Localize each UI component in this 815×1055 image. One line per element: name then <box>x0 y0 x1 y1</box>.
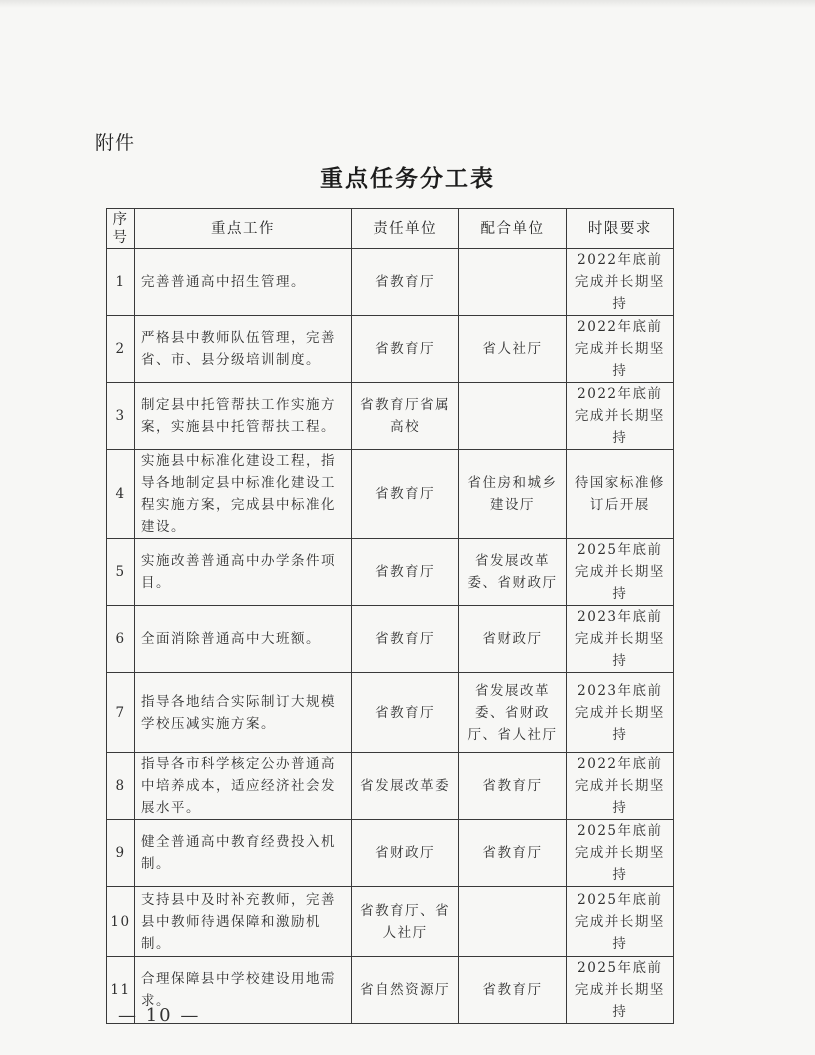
task-cell: 指导各市科学核定公办普通高中培养成本，适应经济社会发展水平。 <box>135 753 352 820</box>
deadline-cell: 2025年底前完成并长期坚持 <box>566 887 673 957</box>
table-row <box>107 383 674 450</box>
table-row <box>107 820 674 887</box>
row-number: 10 <box>107 887 135 957</box>
responsible-cell: 省教育厅 <box>352 606 459 673</box>
page-top-edge <box>0 0 815 8</box>
column-header-task: 重点工作 <box>135 209 352 249</box>
attachment-label: 附件 <box>95 132 136 154</box>
column-header-responsible: 责任单位 <box>352 209 459 249</box>
task-cell: 制定县中托管帮扶工作实施方案，实施县中托管帮扶工程。 <box>135 383 352 450</box>
table-row <box>107 753 674 820</box>
row-number: 3 <box>107 383 135 450</box>
responsible-cell: 省教育厅 <box>352 316 459 383</box>
deadline-cell: 待国家标准修订后开展 <box>566 450 673 539</box>
cooperating-cell: 省发展改革委、省财政厅 <box>459 539 566 606</box>
cooperating-cell: 省财政厅 <box>459 606 566 673</box>
cooperating-cell: 省教育厅 <box>459 957 566 1024</box>
task-cell: 健全普通高中教育经费投入机制。 <box>135 820 352 887</box>
task-cell: 全面消除普通高中大班额。 <box>135 606 352 673</box>
table-row <box>107 450 674 539</box>
responsible-cell: 省教育厅 <box>352 249 459 316</box>
deadline-cell: 2022年底前完成并长期坚持 <box>566 249 673 316</box>
column-header-no: 序号 <box>107 209 135 249</box>
deadline-cell: 2022年底前完成并长期坚持 <box>566 316 673 383</box>
row-number: 11 <box>107 957 135 1024</box>
task-cell: 完善普通高中招生管理。 <box>135 249 352 316</box>
row-number: 8 <box>107 753 135 820</box>
table-row <box>107 316 674 383</box>
column-header-cooperating: 配合单位 <box>459 209 566 249</box>
deadline-cell: 2023年底前完成并长期坚持 <box>566 606 673 673</box>
table-row <box>107 673 674 753</box>
deadline-cell: 2023年底前完成并长期坚持 <box>566 673 673 753</box>
task-cell: 合理保障县中学校建设用地需求。 <box>135 957 352 1024</box>
cooperating-cell <box>459 383 566 450</box>
deadline-cell: 2022年底前完成并长期坚持 <box>566 753 673 820</box>
page-number: — 10 — <box>118 1005 201 1026</box>
document-title: 重点任务分工表 <box>320 166 495 192</box>
responsible-cell: 省教育厅省属高校 <box>352 383 459 450</box>
task-cell: 指导各地结合实际制订大规模学校压减实施方案。 <box>135 673 352 753</box>
cooperating-cell: 省人社厅 <box>459 316 566 383</box>
deadline-cell: 2025年底前完成并长期坚持 <box>566 820 673 887</box>
task-cell: 支持县中及时补充教师，完善县中教师待遇保障和激励机制。 <box>135 887 352 957</box>
row-number: 4 <box>107 450 135 539</box>
table-header-row <box>107 209 674 249</box>
responsible-cell: 省财政厅 <box>352 820 459 887</box>
row-number: 9 <box>107 820 135 887</box>
cooperating-cell: 省教育厅 <box>459 820 566 887</box>
row-number: 1 <box>107 249 135 316</box>
task-division-table <box>106 208 674 1024</box>
deadline-cell: 2025年底前完成并长期坚持 <box>566 957 673 1024</box>
deadline-cell: 2022年底前完成并长期坚持 <box>566 383 673 450</box>
cooperating-cell <box>459 887 566 957</box>
cooperating-cell <box>459 249 566 316</box>
responsible-cell: 省教育厅、省人社厅 <box>352 887 459 957</box>
responsible-cell: 省发展改革委 <box>352 753 459 820</box>
responsible-cell: 省自然资源厅 <box>352 957 459 1024</box>
row-number: 7 <box>107 673 135 753</box>
table-row <box>107 249 674 316</box>
table-row <box>107 606 674 673</box>
cooperating-cell: 省教育厅 <box>459 753 566 820</box>
row-number: 6 <box>107 606 135 673</box>
task-cell: 实施县中标准化建设工程，指导各地制定县中标准化建设工程实施方案，完成县中标准化建设。 <box>135 450 352 539</box>
deadline-cell: 2025年底前完成并长期坚持 <box>566 539 673 606</box>
task-cell: 严格县中教师队伍管理，完善省、市、县分级培训制度。 <box>135 316 352 383</box>
responsible-cell: 省教育厅 <box>352 450 459 539</box>
cooperating-cell: 省住房和城乡建设厅 <box>459 450 566 539</box>
table-row <box>107 539 674 606</box>
table-row <box>107 887 674 957</box>
row-number: 2 <box>107 316 135 383</box>
cooperating-cell: 省发展改革委、省财政厅、省人社厅 <box>459 673 566 753</box>
row-number: 5 <box>107 539 135 606</box>
task-cell: 实施改善普通高中办学条件项目。 <box>135 539 352 606</box>
column-header-deadline: 时限要求 <box>566 209 673 249</box>
responsible-cell: 省教育厅 <box>352 673 459 753</box>
responsible-cell: 省教育厅 <box>352 539 459 606</box>
